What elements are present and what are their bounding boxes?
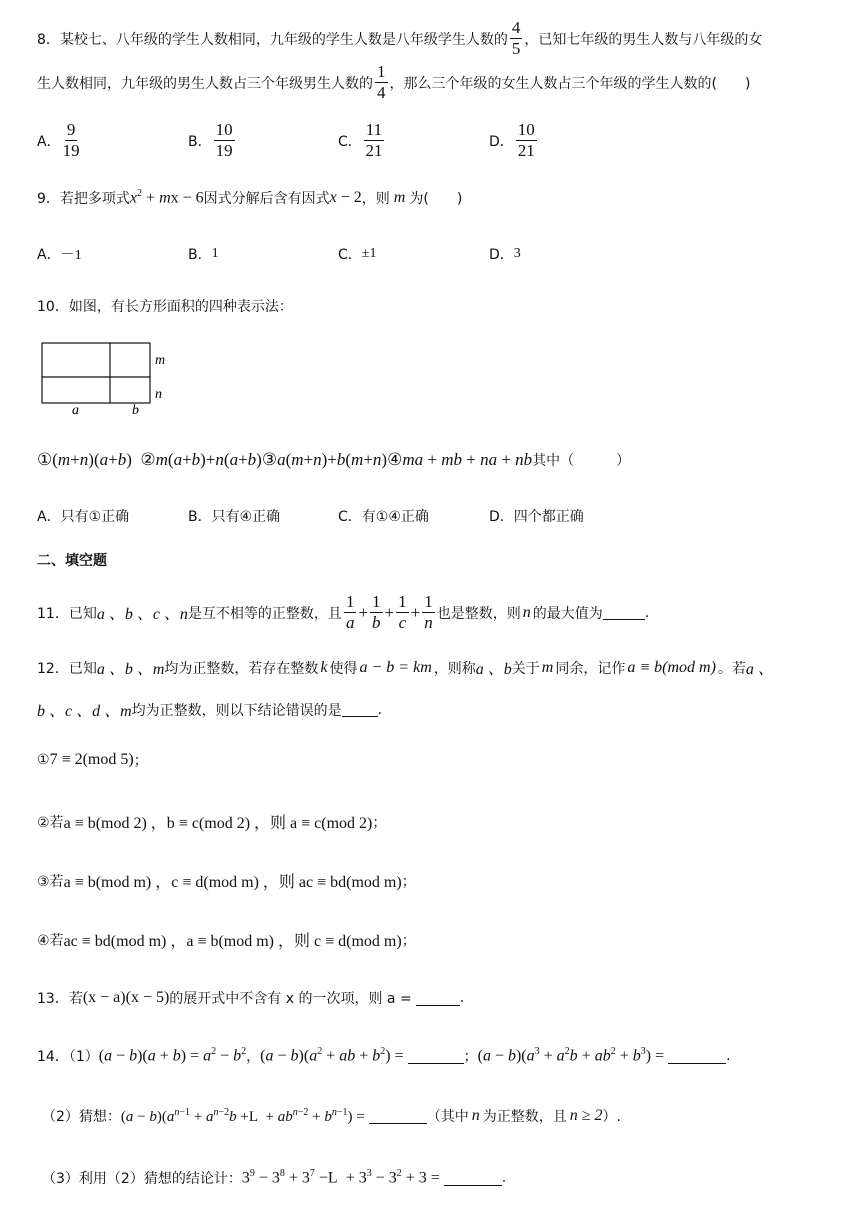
section-title: 二、填空题 — [37, 553, 107, 569]
q9-factor: x − 2 — [329, 189, 362, 206]
option-value: 3 — [513, 246, 521, 261]
option-fraction — [63, 120, 80, 161]
figure-label-b: b — [132, 403, 139, 416]
q8-fraction-1 — [510, 18, 523, 59]
q14-sep-2: ； — [463, 1049, 478, 1065]
option-value: 有①④正确 — [361, 509, 429, 525]
frac-num: 1 — [424, 592, 433, 611]
option-label: C． — [338, 133, 362, 150]
q12-text-5: 关于 — [511, 660, 540, 677]
q14-text-1: 14．（1） — [37, 1049, 99, 1065]
q8-option-a[interactable] — [37, 120, 82, 161]
q8-fraction-1-den: 5 — [511, 39, 521, 58]
figure-label-m: m — [155, 353, 166, 368]
option-value: ±1 — [361, 246, 377, 261]
option-num: 10 — [215, 120, 233, 139]
option-den: 21 — [365, 141, 383, 160]
q12-text-4: ，则称 — [433, 660, 476, 677]
plus-sign: + — [384, 602, 395, 622]
q14-expr-1: $(a - b)(a^2$ + ab + $b^2$) = — [260, 1046, 404, 1065]
q8-option-b[interactable] — [188, 120, 237, 161]
q12-item-4 — [37, 928, 416, 951]
q9-option-d[interactable] — [489, 244, 521, 264]
frac-num: 1 — [345, 592, 355, 611]
q14-text-4: 为正整数，且 — [482, 1109, 567, 1125]
q12-text-1: 12．已知 — [37, 660, 97, 677]
q9-text-2: 因式分解后含有因式 — [203, 191, 330, 207]
q12-text-2: 均为正整数，若存在整数 — [164, 660, 319, 677]
q11-text-1: 11．已知 — [37, 605, 97, 622]
q12-ab: a 、b — [475, 661, 512, 678]
option-value: 只有①正确 — [60, 509, 130, 525]
q14-expr-4: $3^9 - 3^8 + 3^7 -L + 3^3 - 3^2 + 3$ = — [241, 1168, 440, 1187]
option-label: B． — [188, 133, 212, 150]
option-den: 21 — [517, 141, 535, 160]
q12-var-k: k — [320, 658, 328, 676]
q12-line1 — [37, 656, 774, 679]
q11-frac-b — [370, 592, 383, 633]
option-label: D． — [489, 509, 514, 525]
rectangle-figure — [38, 340, 178, 416]
q8-fraction-2-num: 1 — [377, 62, 386, 81]
item-marker: ③若 — [37, 873, 64, 890]
q12-item-1 — [37, 750, 148, 770]
option-fraction — [516, 120, 537, 161]
plus-sign: + — [410, 602, 421, 622]
option-label: A． — [37, 509, 61, 525]
q13-answer-blank[interactable] — [416, 991, 460, 1006]
q13-text-2: 的展开式中不含有 x 的一次项，则 a = — [169, 991, 412, 1007]
option-den: 19 — [62, 141, 80, 160]
q11-frac-c — [396, 592, 409, 633]
item-text: ac ≡ bd(mod m) ，a ≡ b(mod m) ，则 c ≡ d(mod m) — [63, 933, 402, 950]
q11-text-2: 是互不相等的正整数，且 — [187, 605, 342, 622]
q11-vars: a 、b 、c 、n — [96, 606, 188, 623]
option-label: D． — [489, 133, 514, 150]
q9-var-m: m — [393, 189, 406, 206]
option-label: B． — [188, 509, 212, 525]
q10-expr-1: ①(m+n)(a+b) ②m(a+b)+n(a+b)③a(m+n)+b(m+n)④ma + mb + na + nb — [37, 450, 533, 469]
q11-frac-n — [422, 592, 435, 633]
frac-den: a — [345, 613, 355, 632]
q12-text-3: 使得 — [329, 660, 358, 677]
q12-text-7: 。若 — [717, 660, 746, 677]
option-num: 10 — [517, 120, 535, 139]
q9-option-b[interactable] — [188, 244, 219, 264]
option-value: －1 — [60, 248, 82, 263]
q14-answer-blank-2[interactable] — [668, 1049, 726, 1064]
q14-part2 — [42, 1106, 621, 1126]
q14-text-2: （2）猜想： — [42, 1109, 121, 1125]
q8-line1 — [37, 18, 762, 59]
option-fraction — [364, 120, 384, 161]
q10-option-a[interactable] — [37, 506, 129, 526]
option-value: 四个都正确 — [513, 509, 584, 525]
q12-text-6: 同余，记作 — [555, 660, 626, 677]
item-text: a ≡ b(mod m) ，c ≡ d(mod m) ，则 ac ≡ bd(mod m) — [63, 874, 402, 891]
q10-option-c[interactable] — [338, 506, 429, 526]
q14-expr-3: $(a - b)(a^{n-1} + a^{n-2}b +L + ab^{n-2} + b^{n-1})$ = — [120, 1106, 365, 1125]
item-tail: ； — [372, 814, 387, 831]
q9-polynomial: $x^2$ + mx − 6 — [129, 188, 204, 207]
q14-answer-blank-4[interactable] — [444, 1171, 502, 1186]
q8-line2 — [37, 62, 750, 103]
q12-end: . — [377, 701, 383, 718]
q14-part3 — [42, 1168, 506, 1188]
figure-label-n: n — [155, 387, 162, 402]
q12-item-2 — [37, 810, 386, 833]
q12-vars-2: b 、c 、d 、m — [37, 703, 132, 720]
q8-text-3: 生人数相同，九年级的男生人数占三个年级男生人数的 — [37, 75, 373, 92]
frac-den: c — [398, 613, 407, 632]
q14-end-3: . — [501, 1170, 507, 1186]
q13-expression: (x − a)(x − 5) — [82, 989, 170, 1006]
q10-stem — [37, 296, 293, 316]
option-fraction — [214, 120, 235, 161]
q9-option-c[interactable] — [338, 244, 376, 264]
plus-sign: + — [358, 602, 369, 622]
option-num: 9 — [66, 120, 76, 139]
q11-end: . — [644, 604, 650, 621]
q13-end: . — [459, 990, 465, 1006]
q11-text-4: 的最大值为 — [532, 605, 603, 622]
item-marker: ②若 — [37, 814, 64, 831]
option-label: A． — [37, 247, 61, 263]
q14-var-n: n — [471, 1107, 480, 1124]
q13-stem — [37, 988, 464, 1008]
q10-tail: 其中（ ） — [532, 453, 631, 469]
option-label: A． — [37, 133, 61, 150]
q14-sep-1: ， — [246, 1049, 261, 1065]
frac-num: 1 — [398, 592, 407, 611]
item-text: a ≡ b(mod 2) ，b ≡ c(mod 2) ，则 a ≡ c(mod 2) — [63, 815, 373, 832]
q9-option-a[interactable] — [37, 244, 82, 264]
q8-text-2: ，已知七年级的男生人数与八年级的女 — [524, 31, 763, 48]
q12-var-m: m — [541, 658, 554, 676]
q8-fraction-1-num: 4 — [511, 18, 521, 37]
q14-end-1: . — [726, 1048, 731, 1064]
item-marker: ① — [37, 752, 50, 768]
q14-answer-blank-3[interactable] — [369, 1109, 427, 1124]
q8-text-1: 8．某校七、八年级的学生人数相同，九年级的学生人数是八年级学生人数的 — [37, 31, 508, 48]
q11-answer-blank[interactable] — [603, 605, 645, 620]
q8-option-d[interactable] — [489, 120, 539, 161]
item-text: 7 ≡ 2(mod 5) — [49, 751, 134, 768]
option-num: 11 — [365, 120, 383, 139]
q13-text-1: 13．若 — [37, 991, 83, 1007]
item-tail: ； — [401, 932, 416, 949]
frac-den: b — [372, 613, 381, 632]
q12-text-9: 均为正整数，则以下结论错误的是 — [131, 702, 342, 719]
item-tail: ； — [133, 753, 148, 769]
figure-outer-rect — [42, 343, 150, 403]
q14-identity: $(a - b)(a + b) = a^2 - b^2$ — [98, 1046, 247, 1065]
q12-eq1: a − b = km — [359, 658, 432, 676]
q12-vars-1: a 、b 、m — [96, 661, 165, 678]
option-label: D． — [489, 247, 514, 263]
q12-eq2: a ≡ b(mod m) — [627, 658, 716, 676]
q10-text: 10．如图，有长方形面积的四种表示法： — [37, 299, 293, 315]
q14-end-2: ）. — [602, 1109, 621, 1125]
option-value: 1 — [211, 246, 219, 261]
frac-den: n — [424, 613, 433, 632]
q9-stem — [37, 188, 462, 208]
q11-stem — [37, 592, 649, 633]
q9-text-1: 9．若把多项式 — [37, 191, 130, 207]
q14-answer-blank-1[interactable] — [408, 1049, 464, 1064]
q10-option-b[interactable] — [188, 506, 280, 526]
q10-option-d[interactable] — [489, 506, 584, 526]
q11-text-3: 也是整数，则 — [436, 605, 521, 622]
q8-fraction-2 — [375, 62, 388, 103]
q8-option-c[interactable] — [338, 120, 386, 161]
figure-label-a: a — [72, 403, 79, 416]
q12-text-8: a 、 — [745, 661, 774, 678]
q14-part1 — [37, 1046, 731, 1066]
q9-text-4: 为( ) — [409, 191, 463, 207]
q14-text-5: （3）利用（2）猜想的结论计： — [42, 1171, 242, 1187]
q9-text-3: ，则 — [361, 191, 390, 207]
q8-fraction-2-den: 4 — [377, 83, 386, 102]
q12-item-3 — [37, 869, 416, 892]
option-label: B． — [188, 247, 212, 263]
option-label: C． — [338, 247, 362, 263]
item-marker: ④若 — [37, 932, 64, 949]
q8-text-4: ，那么三个年级的女生人数占三个年级的学生人数的( ) — [389, 75, 751, 92]
q14-expr-2: $(a - b)(a^3 + a^2b + ab^2 + b^3)$ = — [477, 1046, 665, 1065]
q10-expressions — [37, 450, 630, 470]
frac-num: 1 — [372, 592, 381, 611]
q12-line2 — [37, 698, 382, 721]
q12-answer-blank[interactable] — [342, 702, 378, 717]
q11-frac-a — [344, 592, 357, 633]
option-label: C． — [338, 509, 362, 525]
q14-text-3: （其中 — [426, 1109, 469, 1125]
q11-var-n: n — [522, 603, 531, 621]
section-heading — [37, 550, 107, 570]
option-den: 19 — [215, 141, 233, 160]
option-value: 只有④正确 — [211, 509, 281, 525]
q14-condition: n ≥ 2 — [569, 1107, 603, 1124]
item-tail: ； — [401, 873, 416, 890]
